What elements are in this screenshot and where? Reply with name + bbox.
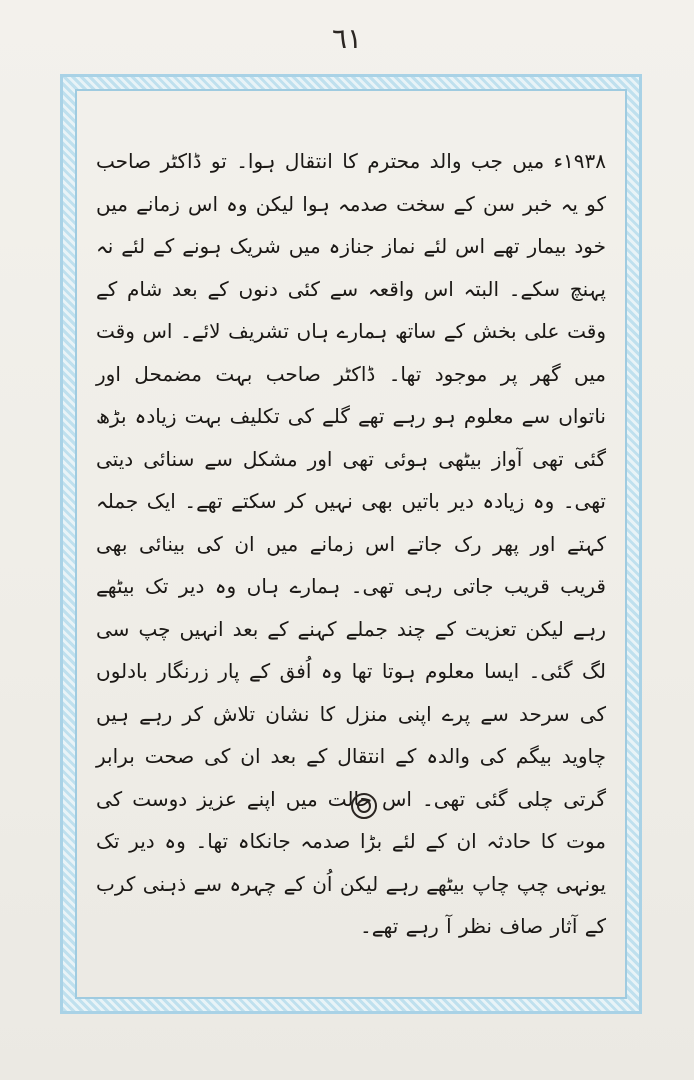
double-ring-icon [351,793,377,819]
body-paragraph: ۱۹۳۸ء میں جب والد محترم کا انتقال ہوا۔ تو ڈاکٹر صاحب کو یہ خبر سن کے سخت صدمہ ہوا لیکن وہ اس زمانے میں خود بیمار تھے اس لئے نماز جنازہ میں شریک ہونے کے لئے نہ پہنچ سکے۔ البتہ اس واقعہ سے کئی دنوں کے بعد شام کے وقت علی بخش کے ساتھ ہمارے ہاں تشریف لائے۔ اس وقت میں گھر پر موجود تھا۔ ڈاکٹر صاحب بہت مضمحل اور ناتواں سے معلوم ہو رہے تھے گلے کی تکلیف بہت زیادہ بڑھ گئی تھی آواز بیٹھی ہوئی تھی اور مشکل سے سنائی دیتی تھی۔ وہ زیادہ دیر باتیں بھی نہیں کر سکتے تھے۔ ایک جملہ کہتے اور پھر رک جاتے اس زمانے میں ان کی بینائی بھی قریب قریب جاتی رہی تھی۔ ہمارے ہاں وہ دیر تک بیٹھے رہے لیکن تعزیت کے چند جملے کہنے کے بعد انہیں چپ سی لگ گئی۔ ایسا معلوم ہوتا تھا وہ اُفق کے پار زرنگار بادلوں کی سرحد سے پرے اپنی منزل کا نشان تلاش کر رہے ہیں چاوید بیگم کی والدہ کے انتقال کے بعد ان کی صحت برابر گرتی چلی گئی تھی۔ اس حالت میں اپنے عزیز دوست کی موت کا حادثہ ان کے لئے بڑا صدمہ جانکاہ تھا۔ وہ دیر تک یونہی چپ چاپ بیٹھے رہے لیکن اُن کے چہرہ سے ذہنی کرب کے آثار صاف نظر آ رہے تھے۔ [96,149,606,938]
page-number: ٦١ [331,22,363,55]
